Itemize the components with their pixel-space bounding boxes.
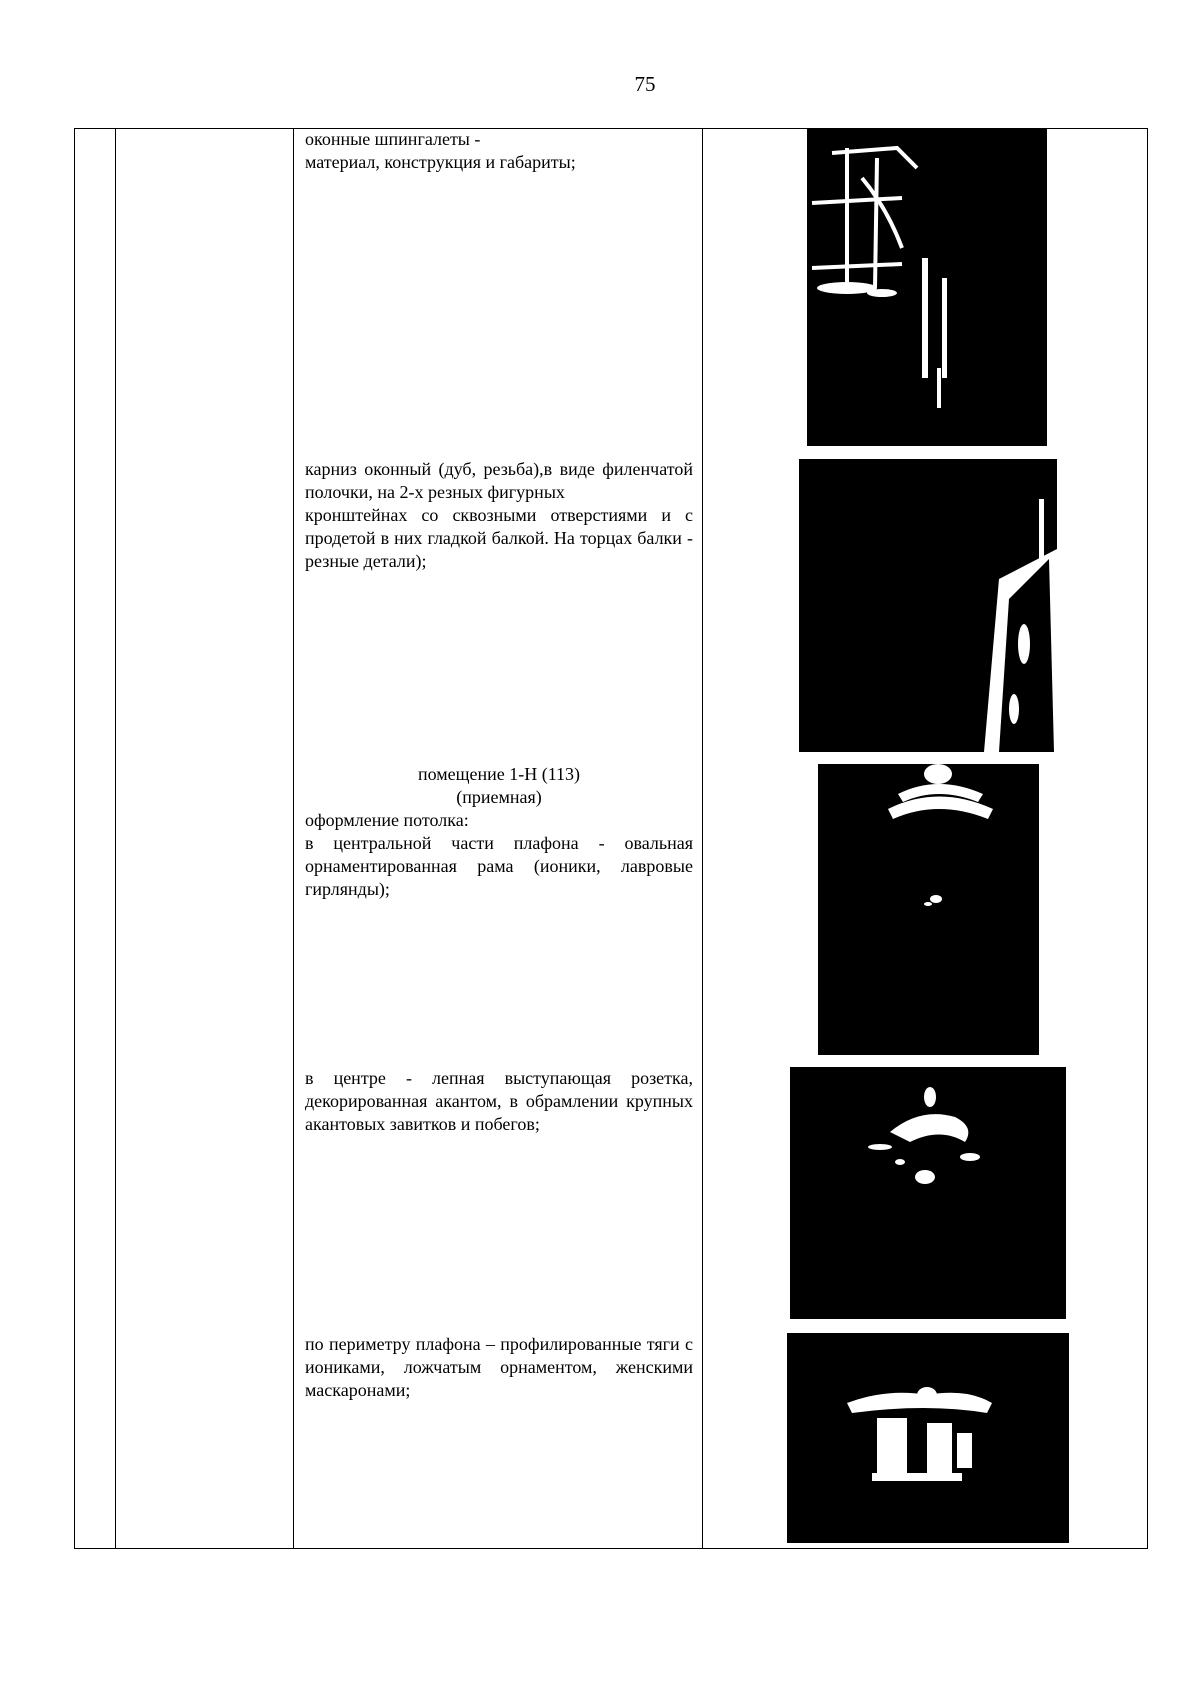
entry-line: материал, конструкция и габариты;: [305, 152, 576, 172]
room-subheading: (приемная): [456, 787, 542, 807]
entry-line: оконные шпингалеты -: [305, 129, 481, 149]
entry-line: в центре - лепная выступающая розетка, декорированная акантом, в обрамлении крупных акантовых завитков и побегов;: [305, 1068, 693, 1134]
entry-line: кронштейнах со сквозными отверстиями и с продетой в них гладкой балкой. На торцах балки - резные детали);: [305, 505, 693, 571]
entry-window-cornice: [305, 458, 693, 573]
entry-line: оформление потолка:: [305, 810, 469, 830]
entry-line: карниз оконный (дуб, резьба),в виде филенчатой полочки, на 2-х резных фигурных: [305, 459, 693, 502]
entry-line: в центральной части плафона - овальная орнаментированная рама (ионики, лавровые гирлянды);: [305, 833, 693, 899]
entry-window-latches: [305, 128, 693, 174]
photo-ceiling-frame: [818, 764, 1039, 1055]
column-divider-1: [115, 129, 116, 1548]
entry-ceiling-rosette: [305, 1067, 693, 1136]
photo-window-cornice: [799, 459, 1057, 752]
entry-room-1n: [305, 763, 693, 901]
column-divider-2: [293, 129, 294, 1548]
column-divider-3: [702, 129, 703, 1548]
entry-line: по периметру плафона – профилированные тяги с иониками, ложчатым орнаментом, женскими маскаронами;: [305, 1334, 693, 1400]
photo-ceiling-rosette: [790, 1067, 1066, 1319]
entry-ceiling-perimeter: [305, 1333, 693, 1402]
photo-ceiling-perimeter: [787, 1333, 1069, 1543]
photo-window-latch: [807, 128, 1047, 446]
room-heading: помещение 1-Н (113): [417, 764, 581, 784]
page-number: 75: [634, 72, 656, 96]
